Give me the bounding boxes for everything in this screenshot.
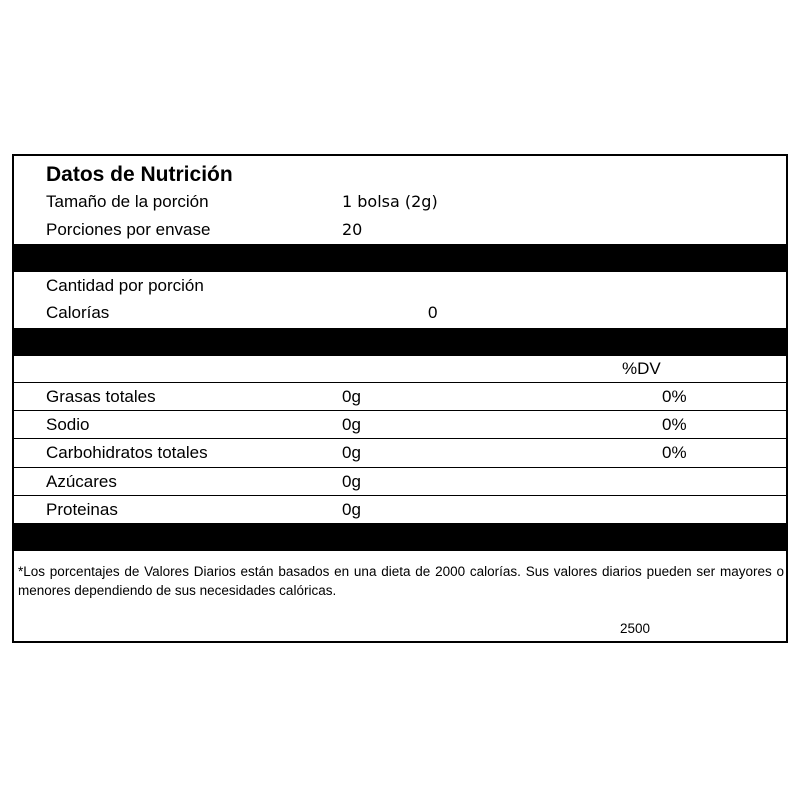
serving-size-label: Tamaño de la porción: [46, 192, 209, 211]
amount-per-serving-label: Cantidad por porción: [46, 276, 204, 295]
calories-label: Calorías: [46, 303, 110, 322]
footnote-calorie-value: 2500: [620, 621, 651, 636]
divider-bar-2: [14, 328, 786, 356]
calories-value: 0: [428, 303, 438, 322]
daily-value-footnote: *Los porcentajes de Valores Diarios están basados en una dieta de 2000 calorías. Sus valores diarios pueden ser mayores o menores dependiendo de sus necesidades calóricas.: [18, 564, 784, 598]
row-divider: [14, 382, 786, 383]
row-divider: [14, 410, 786, 411]
nutrient-name: Grasas totales: [46, 387, 156, 406]
servings-label: Porciones por envase: [46, 220, 211, 239]
nutrient-amount: 0g: [342, 500, 361, 519]
row-divider: [14, 467, 786, 468]
row-divider: [14, 438, 786, 439]
nutrient-amount: 0g: [342, 443, 361, 462]
nutrient-amount: 0g: [342, 415, 361, 434]
nutrition-facts-label: [12, 154, 788, 643]
nutrient-name: Carbohidratos totales: [46, 443, 208, 462]
nutrient-name: Azúcares: [46, 472, 117, 491]
divider-bar-3: [14, 523, 786, 551]
nutrient-name: Proteinas: [46, 500, 118, 519]
nutrient-amount: 0g: [342, 387, 361, 406]
nutrient-amount: 0g: [342, 472, 361, 491]
servings-value: 20: [342, 220, 363, 239]
label-title: Datos de Nutrición: [46, 163, 233, 186]
serving-size-value: 1 bolsa (2g): [342, 192, 438, 211]
nutrient-name: Sodio: [46, 415, 90, 434]
dv-header: %DV: [622, 359, 661, 378]
nutrient-dv: 0%: [662, 415, 687, 434]
row-divider: [14, 495, 786, 496]
nutrient-dv: 0%: [662, 443, 687, 462]
nutrient-dv: 0%: [662, 387, 687, 406]
divider-bar-1: [14, 244, 786, 272]
